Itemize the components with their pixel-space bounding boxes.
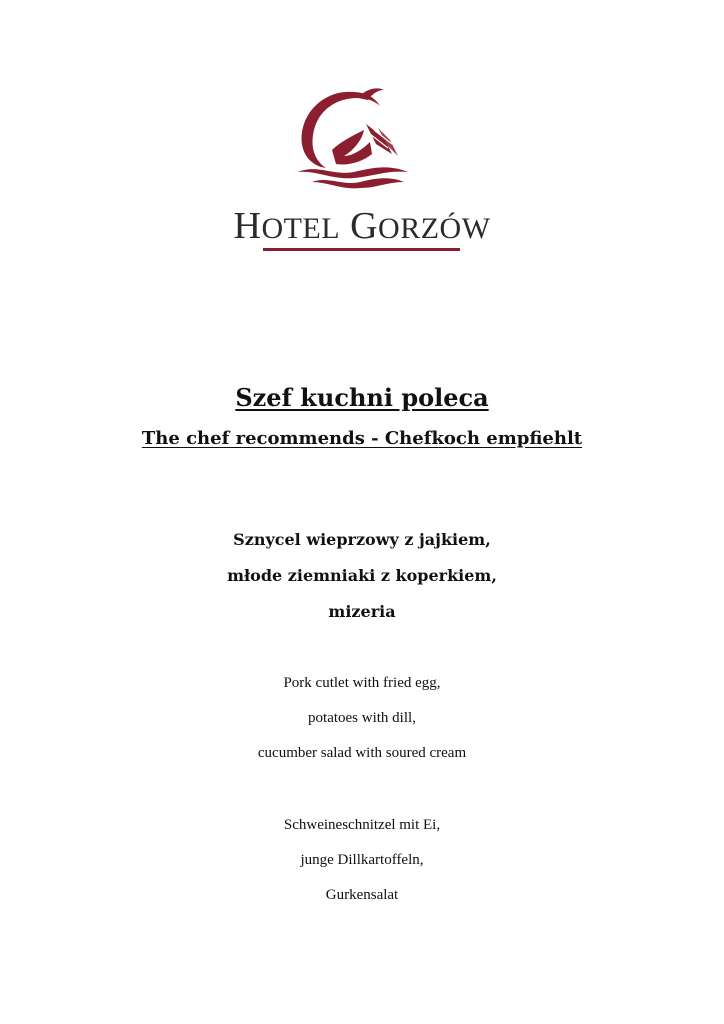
hotel-name-first-rest: OTEL bbox=[261, 212, 341, 245]
dish-polish-line: mizeria bbox=[328, 602, 396, 621]
page-subtitle: The chef recommends - Chefkoch empfiehlt bbox=[141, 428, 583, 449]
hotel-name-second-rest: ORZÓW bbox=[378, 212, 491, 245]
dish-polish bbox=[0, 522, 724, 630]
hotel-name-first-initial: H bbox=[233, 205, 262, 247]
hotel-logo bbox=[0, 84, 724, 254]
hotel-name bbox=[0, 204, 724, 251]
page-title: Szef kuchni poleca bbox=[235, 383, 489, 412]
hotel-name-second-initial: G bbox=[350, 205, 379, 247]
dish-polish-line: Sznycel wieprzowy z jajkiem, bbox=[233, 530, 491, 549]
dish-english-line: Pork cutlet with fried egg, bbox=[283, 675, 441, 691]
dish-english bbox=[0, 666, 724, 771]
dish-german-line: Schweineschnitzel mit Ei, bbox=[283, 817, 441, 833]
dish-german-line: Gurkensalat bbox=[325, 887, 399, 903]
dish-english-line: cucumber salad with soured cream bbox=[257, 745, 467, 761]
dish-english-line: potatoes with dill, bbox=[308, 710, 416, 726]
dish-polish-line: młode ziemniaki z koperkiem, bbox=[227, 566, 497, 585]
dish-german-line: junge Dillkartoffeln, bbox=[300, 852, 424, 868]
dish-german bbox=[0, 808, 724, 913]
logo-underline bbox=[263, 248, 460, 251]
hotel-emblem-icon bbox=[292, 84, 414, 194]
